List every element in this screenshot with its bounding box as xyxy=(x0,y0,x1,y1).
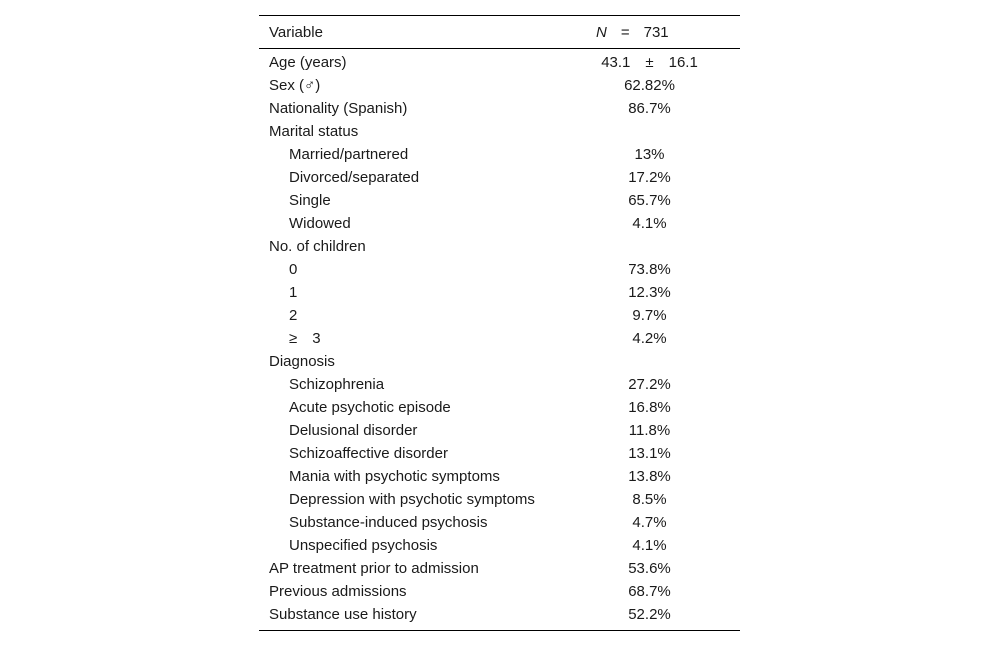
table-row xyxy=(259,396,740,419)
row-value: 4.7% xyxy=(632,514,667,531)
row-label: Delusional disorder xyxy=(289,422,418,439)
row-value: 13.1% xyxy=(628,445,671,462)
table-row xyxy=(259,304,740,327)
table-row xyxy=(259,212,740,235)
row-value: 53.6% xyxy=(628,560,671,577)
row-value: 17.2% xyxy=(628,169,671,186)
table-row xyxy=(259,327,740,350)
table-row xyxy=(259,120,740,143)
row-label: Unspecified psychosis xyxy=(289,537,438,554)
demographics-table xyxy=(259,15,740,631)
row-label: Single xyxy=(289,192,331,209)
table-row xyxy=(259,442,740,465)
table-row xyxy=(259,534,740,557)
table-row xyxy=(259,281,740,304)
table-row xyxy=(259,465,740,488)
table-row xyxy=(259,488,740,511)
row-label: Age (years) xyxy=(269,54,347,71)
row-label: 2 xyxy=(289,307,298,324)
table-row xyxy=(259,97,740,120)
row-value: 13.8% xyxy=(628,468,671,485)
table-row xyxy=(259,166,740,189)
row-label: AP treatment prior to admission xyxy=(269,560,479,577)
row-value: 11.8% xyxy=(628,422,671,439)
row-label: Sex (♂) xyxy=(269,77,321,94)
row-label: Depression with psychotic symptoms xyxy=(289,491,535,508)
header-n xyxy=(559,24,740,41)
table-header-row xyxy=(259,16,740,49)
row-label: Divorced/separated xyxy=(289,169,420,186)
row-value: 13% xyxy=(634,146,665,163)
row-value: 9.7% xyxy=(632,307,667,324)
row-value: 43.1 ± 16.1 xyxy=(601,54,698,71)
row-value: 4.1% xyxy=(632,215,667,232)
row-label: Schizophrenia xyxy=(289,376,385,393)
table-row xyxy=(259,350,740,373)
table-row xyxy=(259,580,740,603)
row-value: 8.5% xyxy=(632,491,667,508)
row-label: Diagnosis xyxy=(269,353,335,370)
row-label: 0 xyxy=(289,261,298,278)
row-label: Substance-induced psychosis xyxy=(289,514,488,531)
row-value: 27.2% xyxy=(628,376,671,393)
row-value: 65.7% xyxy=(628,192,671,209)
row-label: Widowed xyxy=(289,215,351,232)
row-label: 1 xyxy=(289,284,298,301)
table-row xyxy=(259,74,740,97)
table-row xyxy=(259,258,740,281)
table-row xyxy=(259,557,740,580)
table-row xyxy=(259,51,740,74)
row-label: No. of children xyxy=(269,238,366,255)
row-label: ≥ 3 xyxy=(289,330,321,347)
header-n-value: 731 xyxy=(643,23,669,41)
table-row xyxy=(259,143,740,166)
row-value: 4.2% xyxy=(632,330,667,347)
header-n-symbol: N xyxy=(596,23,607,41)
table-row xyxy=(259,603,740,626)
table-bottom-rule xyxy=(259,630,740,631)
header-n-equals: = xyxy=(620,23,630,41)
row-value: 12.3% xyxy=(628,284,671,301)
row-value: 68.7% xyxy=(628,583,671,600)
row-value: 4.1% xyxy=(632,537,667,554)
table-row xyxy=(259,189,740,212)
table-row xyxy=(259,511,740,534)
row-label: Schizoaffective disorder xyxy=(289,445,448,462)
row-label: Marital status xyxy=(269,123,359,140)
row-label: Married/partnered xyxy=(289,146,409,163)
row-label: Previous admissions xyxy=(269,583,407,600)
table-row xyxy=(259,235,740,258)
table-row xyxy=(259,373,740,396)
header-variable: Variable xyxy=(269,23,323,41)
row-label: Mania with psychotic symptoms xyxy=(289,468,500,485)
table-row xyxy=(259,419,740,442)
row-label: Acute psychotic episode xyxy=(289,399,451,416)
row-value: 62.82% xyxy=(624,77,675,94)
row-label: Nationality (Spanish) xyxy=(269,100,408,117)
row-value: 16.8% xyxy=(628,399,671,416)
row-value: 86.7% xyxy=(628,100,671,117)
row-value: 52.2% xyxy=(628,606,671,623)
row-value: 73.8% xyxy=(628,261,671,278)
table-body xyxy=(259,49,740,626)
row-label: Substance use history xyxy=(269,606,417,623)
